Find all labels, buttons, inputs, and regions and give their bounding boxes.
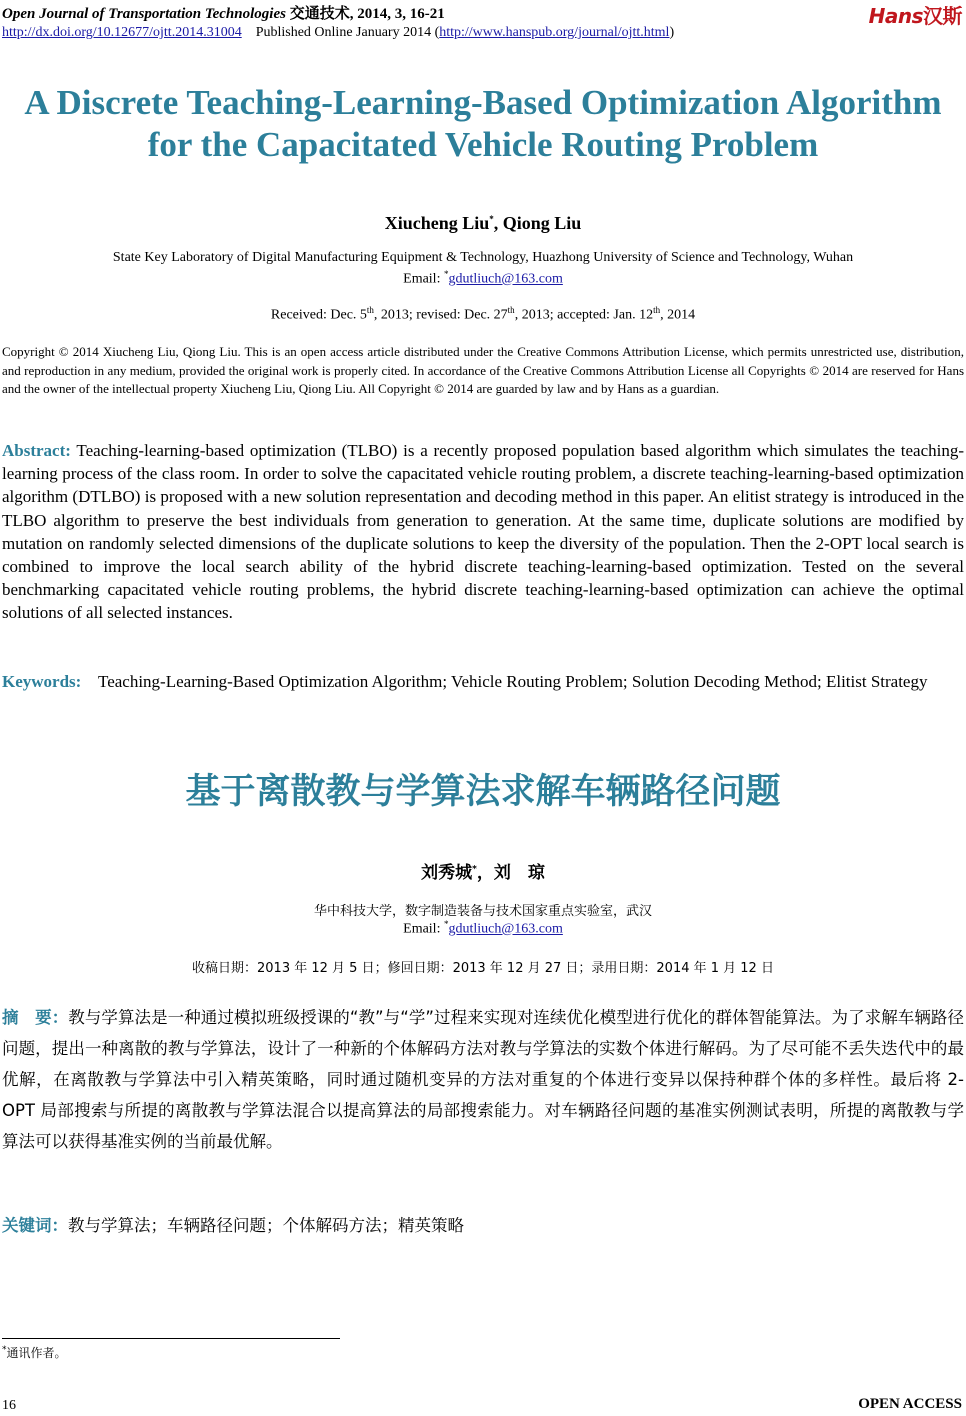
author-1: Xiucheng Liu xyxy=(384,213,490,233)
english-affiliation: State Key Laboratory of Digital Manufacturing Equipment & Technology, Huazhong University of Science and Technology, Wuhan xyxy=(112,250,854,265)
english-dates xyxy=(0,305,966,324)
journal-link[interactable]: http://www.hanspub.org/journal/ojtt.html xyxy=(439,25,670,40)
english-email-line xyxy=(0,269,966,288)
revised-sup: th xyxy=(507,305,515,315)
email-link[interactable]: gdutliuch@163.com xyxy=(448,271,563,287)
received-date: Received: Dec. 5 xyxy=(270,307,367,323)
received-sup: th xyxy=(366,305,374,315)
english-title-line-2: for the Capacitated Vehicle Routing Problem xyxy=(147,125,819,164)
accepted-year: , 2014 xyxy=(660,307,696,323)
footnote xyxy=(2,1344,67,1361)
abstract-label: Abstract: xyxy=(2,441,71,460)
author-rest: , Qiong Liu xyxy=(493,213,582,233)
accepted-date: , 2013; accepted: Jan. 12 xyxy=(514,307,654,323)
cn-keywords-label: 关键词： xyxy=(2,1216,68,1235)
english-keywords xyxy=(2,670,964,693)
chinese-keywords xyxy=(2,1212,964,1236)
chinese-abstract xyxy=(2,1002,964,1157)
footnote-text: 通讯作者。 xyxy=(6,1346,67,1360)
doi-link[interactable]: http://dx.doi.org/10.12677/ojtt.2014.31004 xyxy=(2,25,242,40)
cn-abstract-label: 摘 要： xyxy=(2,1008,69,1027)
english-title xyxy=(0,82,966,166)
published-text: Published Online January 2014 ( xyxy=(255,25,440,40)
chinese-affiliation: 华中科技大学，数字制造装备与技术国家重点实验室，武汉 xyxy=(313,904,652,919)
accepted-sup: th xyxy=(653,305,661,315)
journal-name-cn: 交通技术, xyxy=(289,6,354,22)
corresponding-mark: * xyxy=(489,214,494,224)
cn-corresponding-mark: * xyxy=(472,864,477,875)
hans-logo-text: Hans xyxy=(868,4,923,28)
journal-name: Open Journal of Transportation Technologies xyxy=(2,6,286,22)
english-abstract xyxy=(2,439,964,625)
page-number: 16 xyxy=(2,1398,16,1413)
revised-date: , 2013; revised: Dec. 27 xyxy=(373,307,508,323)
chinese-dates: 收稿日期：2013 年 12 月 5 日；修回日期：2013 年 12 月 27 日；录用日期：2014 年 1 月 12 日 xyxy=(192,961,774,976)
journal-header xyxy=(2,2,445,23)
cn-email-mark: * xyxy=(443,919,449,929)
hans-logo xyxy=(869,0,962,29)
footnote-divider xyxy=(2,1338,340,1339)
chinese-authors xyxy=(0,858,966,883)
cn-email-link[interactable]: gdutliuch@163.com xyxy=(448,921,563,937)
keywords-text: Teaching-Learning-Based Optimization Algorithm; Vehicle Routing Problem; Solution Decoding Method; Elitist Strategy xyxy=(98,672,928,691)
close-paren: ) xyxy=(669,25,675,40)
email-label: Email: xyxy=(403,271,444,287)
email-mark: * xyxy=(443,269,449,279)
cn-email-label: Email: xyxy=(403,921,444,937)
english-authors xyxy=(0,213,966,234)
abstract-text: Teaching-learning-based optimization (TLBO) is a recently proposed population based algorithm which simulates the teaching-learning process of the class room. In order to solve the capacitated vehicle routing problem, a discrete teaching-learning-based optimization algorithm (DTLBO) is proposed with a new solution representation and decoding method in this paper. An elitist strategy is introduced in the TLBO algorithm to preserve the best individuals from generation to generation. At the same time, duplicate solutions are modified by mutation on randomly selected dimensions of the duplicate solutions to keep the diversity of the population. Then the 2-OPT local search is combined to improve the local search ability of the hybrid discrete teaching-learning-based optimization. Tested on the several benchmarking capacitated vehicle routing problems, the hybrid discrete teaching-learning-based optimization can achieve the optimal solutions of all selected instances. xyxy=(2,441,964,623)
chinese-email-line xyxy=(0,919,966,938)
journal-volume: 2014, 3, 16-21 xyxy=(357,6,445,22)
chinese-title: 基于离散教与学算法求解车辆路径问题 xyxy=(185,772,781,812)
cn-keywords-text: 教与学算法；车辆路径问题；个体解码方法；精英策略 xyxy=(68,1216,464,1235)
hans-logo-cn: 汉斯 xyxy=(923,4,962,28)
copyright-notice: Copyright © 2014 Xiucheng Liu, Qiong Liu. This is an open access article distributed under the Creative Commons Attribution License, which permits unrestricted use, distribution, and reproduction in any medium, provided the original work is properly cited. In accordance of the Creative Commons Attribution License all Copyrights © 2014 are reserved for Hans and the owner of the intellectual property Xiucheng Liu, Qiong Liu. All Copyright © 2014 are guarded by law and by Hans as a guardian. xyxy=(2,344,964,396)
open-access-label: OPEN ACCESS xyxy=(858,1396,962,1412)
cn-author-1: 刘秀城 xyxy=(421,863,473,883)
footnote-mark: * xyxy=(2,1345,7,1355)
doi-line xyxy=(2,25,674,41)
keywords-label: Keywords: xyxy=(2,672,82,691)
english-title-line-1: A Discrete Teaching-Learning-Based Optimization Algorithm xyxy=(24,83,942,122)
cn-author-rest: ，刘 琼 xyxy=(476,863,545,883)
cn-abstract-text: 教与学算法是一种通过模拟班级授课的“教”与“学”过程来实现对连续优化模型进行优化的群体智能算法。为了求解车辆路径问题，提出一种离散的教与学算法，设计了一种新的个体解码方法对教与学算法的实数个体进行解码。为了尽可能不丢失迭代中的最优解，在离散教与学算法中引入精英策略，同时通过随机变异的方法对重复的个体进行变异以保持种群个体的多样性。最后将 2-OPT 局部搜索与所提的离散教与学算法混合以提高算法的局部搜索能力。对车辆路径问题的基准实例测试表明，所提的离散教与学算法可以获得基准实例的当前最优解。 xyxy=(2,1008,964,1151)
